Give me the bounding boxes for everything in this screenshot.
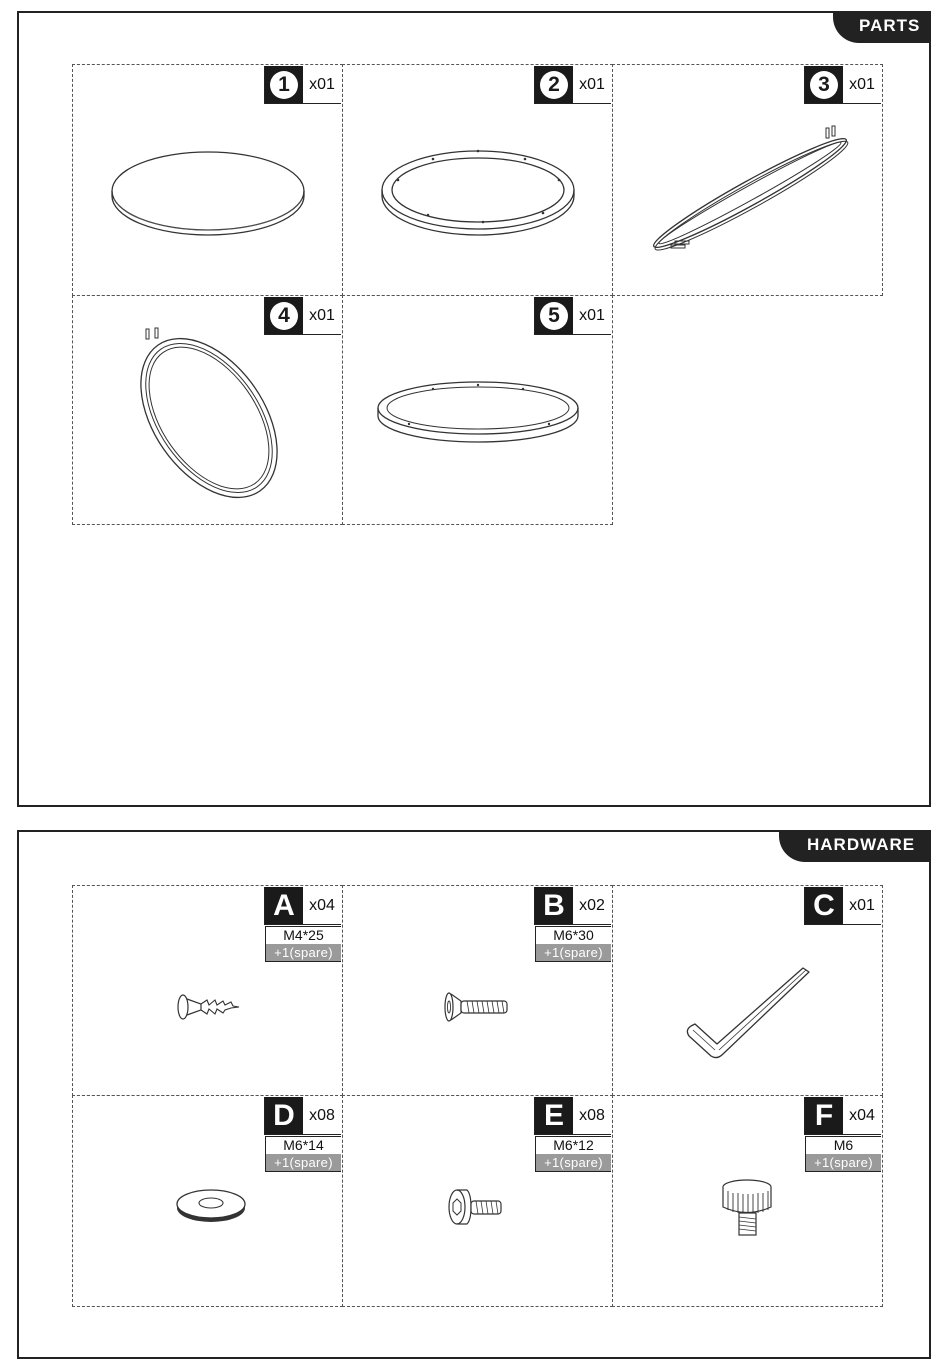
part-number: 3 <box>810 71 838 99</box>
hardware-letter: C <box>805 887 843 924</box>
washer-icon <box>73 1096 344 1308</box>
hardware-letter: B <box>535 887 573 924</box>
hardware-letter: D <box>265 1097 303 1134</box>
hardware-size: M6 <box>806 1137 881 1154</box>
hardware-panel <box>17 830 931 1359</box>
part-cell-4 <box>72 295 343 525</box>
hardware-size: M6*30 <box>536 927 611 944</box>
hardware-cell-e <box>342 1095 613 1307</box>
part-qty: x01 <box>309 307 335 324</box>
hardware-letter: F <box>805 1097 843 1134</box>
hardware-cell-d <box>72 1095 343 1307</box>
allen-key-icon <box>613 886 884 1097</box>
ring-with-pegs-icon <box>613 65 884 297</box>
part-number: 5 <box>540 302 568 330</box>
hardware-spare: +1(spare) <box>536 1154 611 1171</box>
part-qty: x01 <box>579 76 605 93</box>
part-qty: x01 <box>309 76 335 93</box>
hardware-spare: +1(spare) <box>266 944 341 961</box>
hardware-spare: +1(spare) <box>266 1154 341 1171</box>
hardware-qty: x04 <box>849 1107 875 1124</box>
hardware-letter: A <box>265 887 303 924</box>
part-cell-2 <box>342 64 613 296</box>
tilted-ring-icon <box>73 296 344 526</box>
part-cell-3 <box>612 64 883 296</box>
parts-tab: PARTS <box>833 11 931 43</box>
hardware-cell-a <box>72 885 343 1096</box>
hex-socket-bolt-icon <box>343 1096 614 1308</box>
hardware-cell-c <box>612 885 883 1096</box>
hardware-qty: x08 <box>579 1107 605 1124</box>
thin-ring-icon <box>343 296 614 526</box>
hardware-spare: +1(spare) <box>806 1154 881 1171</box>
parts-panel <box>17 11 931 807</box>
round-tabletop-icon <box>73 65 344 297</box>
part-number: 2 <box>540 71 568 99</box>
thumb-screw-icon <box>613 1096 884 1308</box>
hardware-letter: E <box>535 1097 573 1134</box>
part-qty: x01 <box>579 307 605 324</box>
hardware-qty: x02 <box>579 897 605 914</box>
part-cell-1 <box>72 64 343 296</box>
hardware-spare: +1(spare) <box>536 944 611 961</box>
hardware-qty: x01 <box>849 897 875 914</box>
part-qty: x01 <box>849 76 875 93</box>
hardware-size: M4*25 <box>266 927 341 944</box>
hardware-qty: x04 <box>309 897 335 914</box>
round-frame-ring-icon <box>343 65 614 297</box>
hardware-cell-b <box>342 885 613 1096</box>
part-number: 1 <box>270 71 298 99</box>
hardware-cell-f <box>612 1095 883 1307</box>
part-cell-5 <box>342 295 613 525</box>
hardware-qty: x08 <box>309 1107 335 1124</box>
part-number: 4 <box>270 302 298 330</box>
hardware-size: M6*12 <box>536 1137 611 1154</box>
hardware-tab: HARDWARE <box>779 830 931 862</box>
flat-head-bolt-icon <box>343 886 614 1097</box>
hardware-size: M6*14 <box>266 1137 341 1154</box>
wood-screw-icon <box>73 886 344 1097</box>
